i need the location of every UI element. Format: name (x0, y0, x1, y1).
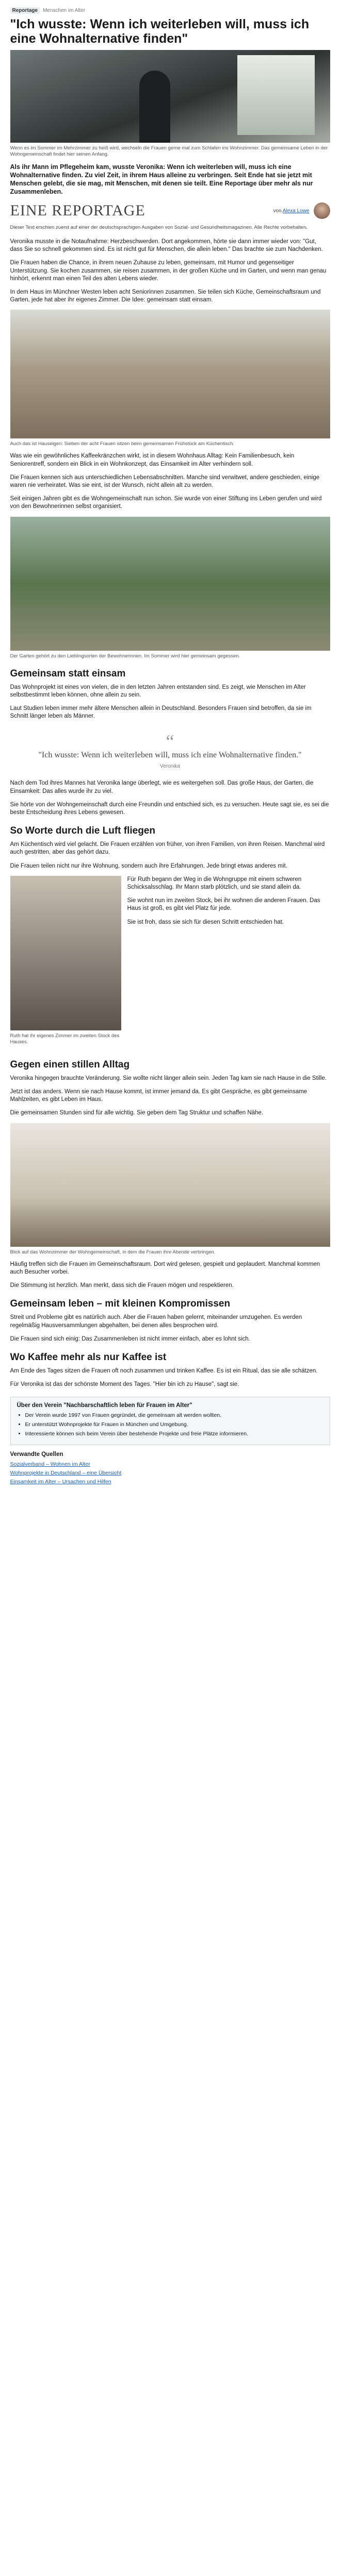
related-link[interactable]: Einsamkeit im Alter – Ursachen und Hilfen (10, 1479, 111, 1485)
paragraph: Häufig treffen sich die Frauen im Gemeinschaftsraum. Dort wird gelesen, gespielt und geplaudert. Manchmal kommen auch Besucher vorbei. (10, 1261, 320, 1275)
photo-caption: Ruth hat ihr eigenes Zimmer im zweiten Stock des Hauses. (10, 1032, 120, 1045)
related-links (10, 1451, 330, 1485)
category-tag[interactable]: Reportage (10, 7, 40, 14)
author-link[interactable]: Alexa Lowe (282, 208, 310, 214)
author-prefix: von (273, 208, 282, 214)
paragraph: Veronika musste in die Notaufnahme: Herzbeschwerden. Dort angekommen, hörte sie dann immer wieder von: "Gut, dass Sie so schnell gekommen sind. Es ist nicht gut für Menschen, die allein leben." Das brachte sie zum Nachdenken. (10, 239, 323, 253)
related-link[interactable]: Wohnprojekte in Deutschland – eine Übersicht (10, 1470, 122, 1477)
ruth-photo (10, 876, 121, 1030)
float-image (10, 876, 121, 1050)
list-item: • Er unterstützt Wohnprojekte für Frauen in München und Umgebung. (25, 1421, 323, 1428)
author-row (10, 202, 330, 219)
garden-photo (10, 517, 330, 651)
paragraph: Sie wohnt nun im zweiten Stock, bei ihr wohnen die anderen Frauen. Das Haus ist groß, es gibt viel Platz für jede. (127, 897, 320, 912)
paragraph: Die Frauen kennen sich aus unterschiedlichen Lebensabschnitten. Manche sind verwitwet, andere geschieden, einige waren nie verheiratet. Was sie eint, ist der Wunsch, nicht allein alt zu werden. (10, 474, 320, 489)
source-note: Dieser Text erschien zuerst auf einer der deutschsprachigen Ausgaben von Sozial- und Gesundheitsmagazinen. Alle Rechte vorbehalten. (10, 225, 308, 230)
related-link[interactable]: Sozialverband – Wohnen im Alter (10, 1461, 90, 1468)
paragraph: Die Frauen teilen nicht nur ihre Wohnung, sondern auch ihre Erfahrungen. Jede bringt etwas anderes mit. (10, 862, 287, 869)
living-room-photo (10, 1123, 330, 1247)
paragraph: Die Frauen haben die Chance, in ihrem neuen Zuhause zu leben, gemeinsam, mit Humor und gegenseitiger Unterstützung. Sie kochen zusammen, sie reisen zusammen, in der großen Küche und im Garten, und wenn man genau hinhört, erkennt man einen Teil des alten Lebens wieder. (10, 260, 327, 282)
photo-caption: Auch das ist Hauseigen: Sieben der acht Frauen sitzen beim gemeinsamen Frühstück am Küchentisch. (10, 441, 235, 447)
window-shape (237, 55, 315, 135)
list-item: • Interessierte können sich beim Verein über bestehende Projekte und freie Plätze informieren. (25, 1430, 323, 1437)
related-title: Verwandte Quellen (10, 1451, 63, 1458)
quote-text: "Ich wusste: Wenn ich weiterleben will, muss ich eine Wohnalternative finden." (38, 751, 302, 760)
paragraph: Was wie ein gewöhnliches Kaffeekränzchen wirkt, ist in diesem Wohnhaus Alltag: Kein Familienbesuch, kein Seniorentreff, sondern ein Blick in ein Wohnkonzept, das Einsamkeit im Alter verhindern soll. (10, 453, 295, 467)
paragraph: In dem Haus im Münchner Westen leben acht Seniorinnen zusammen. Sie teilen sich Küche, Gemeinschaftsraum und Garten, jede hat aber ihr eigenes Zimmer. Die Idee: gemeinsam statt einsam. (10, 289, 321, 303)
section-heading: Wo Kaffee mehr als nur Kaffee ist (10, 1351, 167, 1363)
paragraph: Nach dem Tod ihres Mannes hat Veronika lange überlegt, wie es weitergehen soll. Das große Haus, der Garten, die Einsamkeit: Das alles wurde ihr zu viel. (10, 780, 314, 794)
paragraph: Sie ist froh, dass sie sich für diesen Schritt entschieden hat. (127, 919, 284, 925)
paragraph: Für Ruth begann der Weg in die Wohngruppe mit einem schweren Schicksalsschlag. Ihr Mann starb plötzlich, und sie stand allein da. (127, 876, 302, 891)
list-item: • Der Verein wurde 1997 von Frauen gegründet, die gemeinsam alt werden wollten. (25, 1412, 323, 1419)
kicker-text: Menschen im Alter (42, 8, 86, 13)
paragraph: Die gemeinsamen Stunden sind für alle wichtig. Sie geben dem Tag Struktur und schaffen Nähe. (10, 1110, 264, 1116)
paragraph: Sie hörte von der Wohngemeinschaft durch eine Freundin und entschied sich, es zu versuchen. Heute sagt sie, es sei die beste Entscheidung ihres Lebens gewesen. (10, 801, 329, 816)
brand-logo: EINE REPORTAGE (10, 202, 145, 219)
avatar (314, 202, 330, 219)
section-heading: So Worte durch die Luft fliegen (10, 825, 155, 837)
article-title: "Ich wusste: Wenn ich weiterleben will, muss ich eine Wohnalternative finden" (10, 17, 310, 46)
paragraph: Am Ende des Tages sitzen die Frauen oft noch zusammen und trinken Kaffee. Es ist ein Ritual, das sie alle schätzen. (10, 1367, 318, 1374)
article-lead: Als ihr Mann im Pflegeheim kam, wusste Veronika: Wenn ich weiterleben will, muss ich eine Wohnalternative finden. Zu viel Zeit, in ihrem Haus alleine zu verbringen. Seit Ende hat sie jetzt mit Menschen gelebt, die sie mag, mit Menschen, mit denen sie teilt. Eine Reportage über mehr als nur Zusammenleben. (10, 163, 313, 195)
hero-caption: Wenn es im Sommer im Mehrzimmer zu heiß wird, wechseln die Frauen gerne mal zum Schlafen ins Wohnzimmer. Das gemeinsame Leben in der Wohngemeinschaft findet hier seinen Anfang. (10, 145, 328, 157)
quote-icon: “ (166, 731, 174, 752)
section-heading: Gegen einen stillen Alltag (10, 1059, 130, 1070)
quote-author: Veronika (160, 764, 180, 770)
article-kicker (10, 7, 330, 14)
paragraph: Jetzt ist das anders. Wenn sie nach Hause kommt, ist immer jemand da. Es gibt Gespräche, es gibt gemeinsame Mahlzeiten, es gibt Leben im Haus. (10, 1089, 307, 1103)
paragraph: Am Küchentisch wird viel gelacht. Die Frauen erzählen von früher, von ihren Familien, von ihren Reisen. Manchmal wird auch gestritten, aber das gehört dazu. (10, 841, 325, 856)
section-heading: Gemeinsam leben – mit kleinen Kompromissen (10, 1298, 231, 1310)
author-info (273, 202, 330, 219)
info-list (17, 1412, 323, 1437)
paragraph: Für Veronika ist das der schönste Moment des Tages. "Hier bin ich zu Hause", sagt sie. (10, 1381, 239, 1388)
float-section (10, 876, 330, 1050)
breakfast-photo (10, 310, 330, 438)
paragraph: Das Wohnprojekt ist eines von vielen, die in den letzten Jahren entstanden sind. Es zeigt, wie Menschen im Alter selbstbestimmt leben können, ohne allein zu sein. (10, 684, 306, 698)
photo-caption: Der Garten gehört zu den Lieblingsorten der Bewohnerinnen. Im Sommer wird hier gemeinsam gegessen. (10, 653, 240, 659)
hero-photo (10, 50, 330, 143)
paragraph: Streit und Probleme gibt es natürlich auch. Aber die Frauen haben gelernt, miteinander umzugehen. Es werden regelmäßig Hausversammlungen abgehalten, bei denen alles besprochen wird. (10, 1314, 302, 1329)
person-silhouette (139, 71, 170, 143)
float-text (127, 876, 330, 1050)
info-box-title: Über den Verein "Nachbarschaftlich leben für Frauen im Alter" (17, 1402, 192, 1409)
photo-caption: Blick auf das Wohnzimmer der Wohngemeinschaft, in dem die Frauen ihre Abende verbringen. (10, 1249, 216, 1255)
pull-quote (10, 726, 330, 779)
section-heading: Gemeinsam statt einsam (10, 668, 126, 679)
paragraph: Seit einigen Jahren gibt es die Wohngemeinschaft nun schon. Sie wurde von einer Stiftung ins Leben gerufen und wird von den Bewohnerinnen selbst organisiert. (10, 496, 322, 510)
paragraph: Veronika hingegen brauchte Veränderung. Sie wollte nicht länger allein sein. Jeden Tag kam sie nach Hause in die Stille. (10, 1075, 327, 1081)
paragraph: Die Stimmung ist herzlich. Man merkt, dass sich die Frauen mögen und respektieren. (10, 1282, 234, 1289)
paragraph: Die Frauen sind sich einig: Das Zusammenleben ist nicht immer einfach, aber es lohnt sich. (10, 1335, 250, 1342)
paragraph: Laut Studien leben immer mehr ältere Menschen allein in Deutschland. Besonders Frauen sind betroffen, da sie im Schnitt länger leben als Männer. (10, 705, 312, 720)
info-box (10, 1397, 330, 1445)
